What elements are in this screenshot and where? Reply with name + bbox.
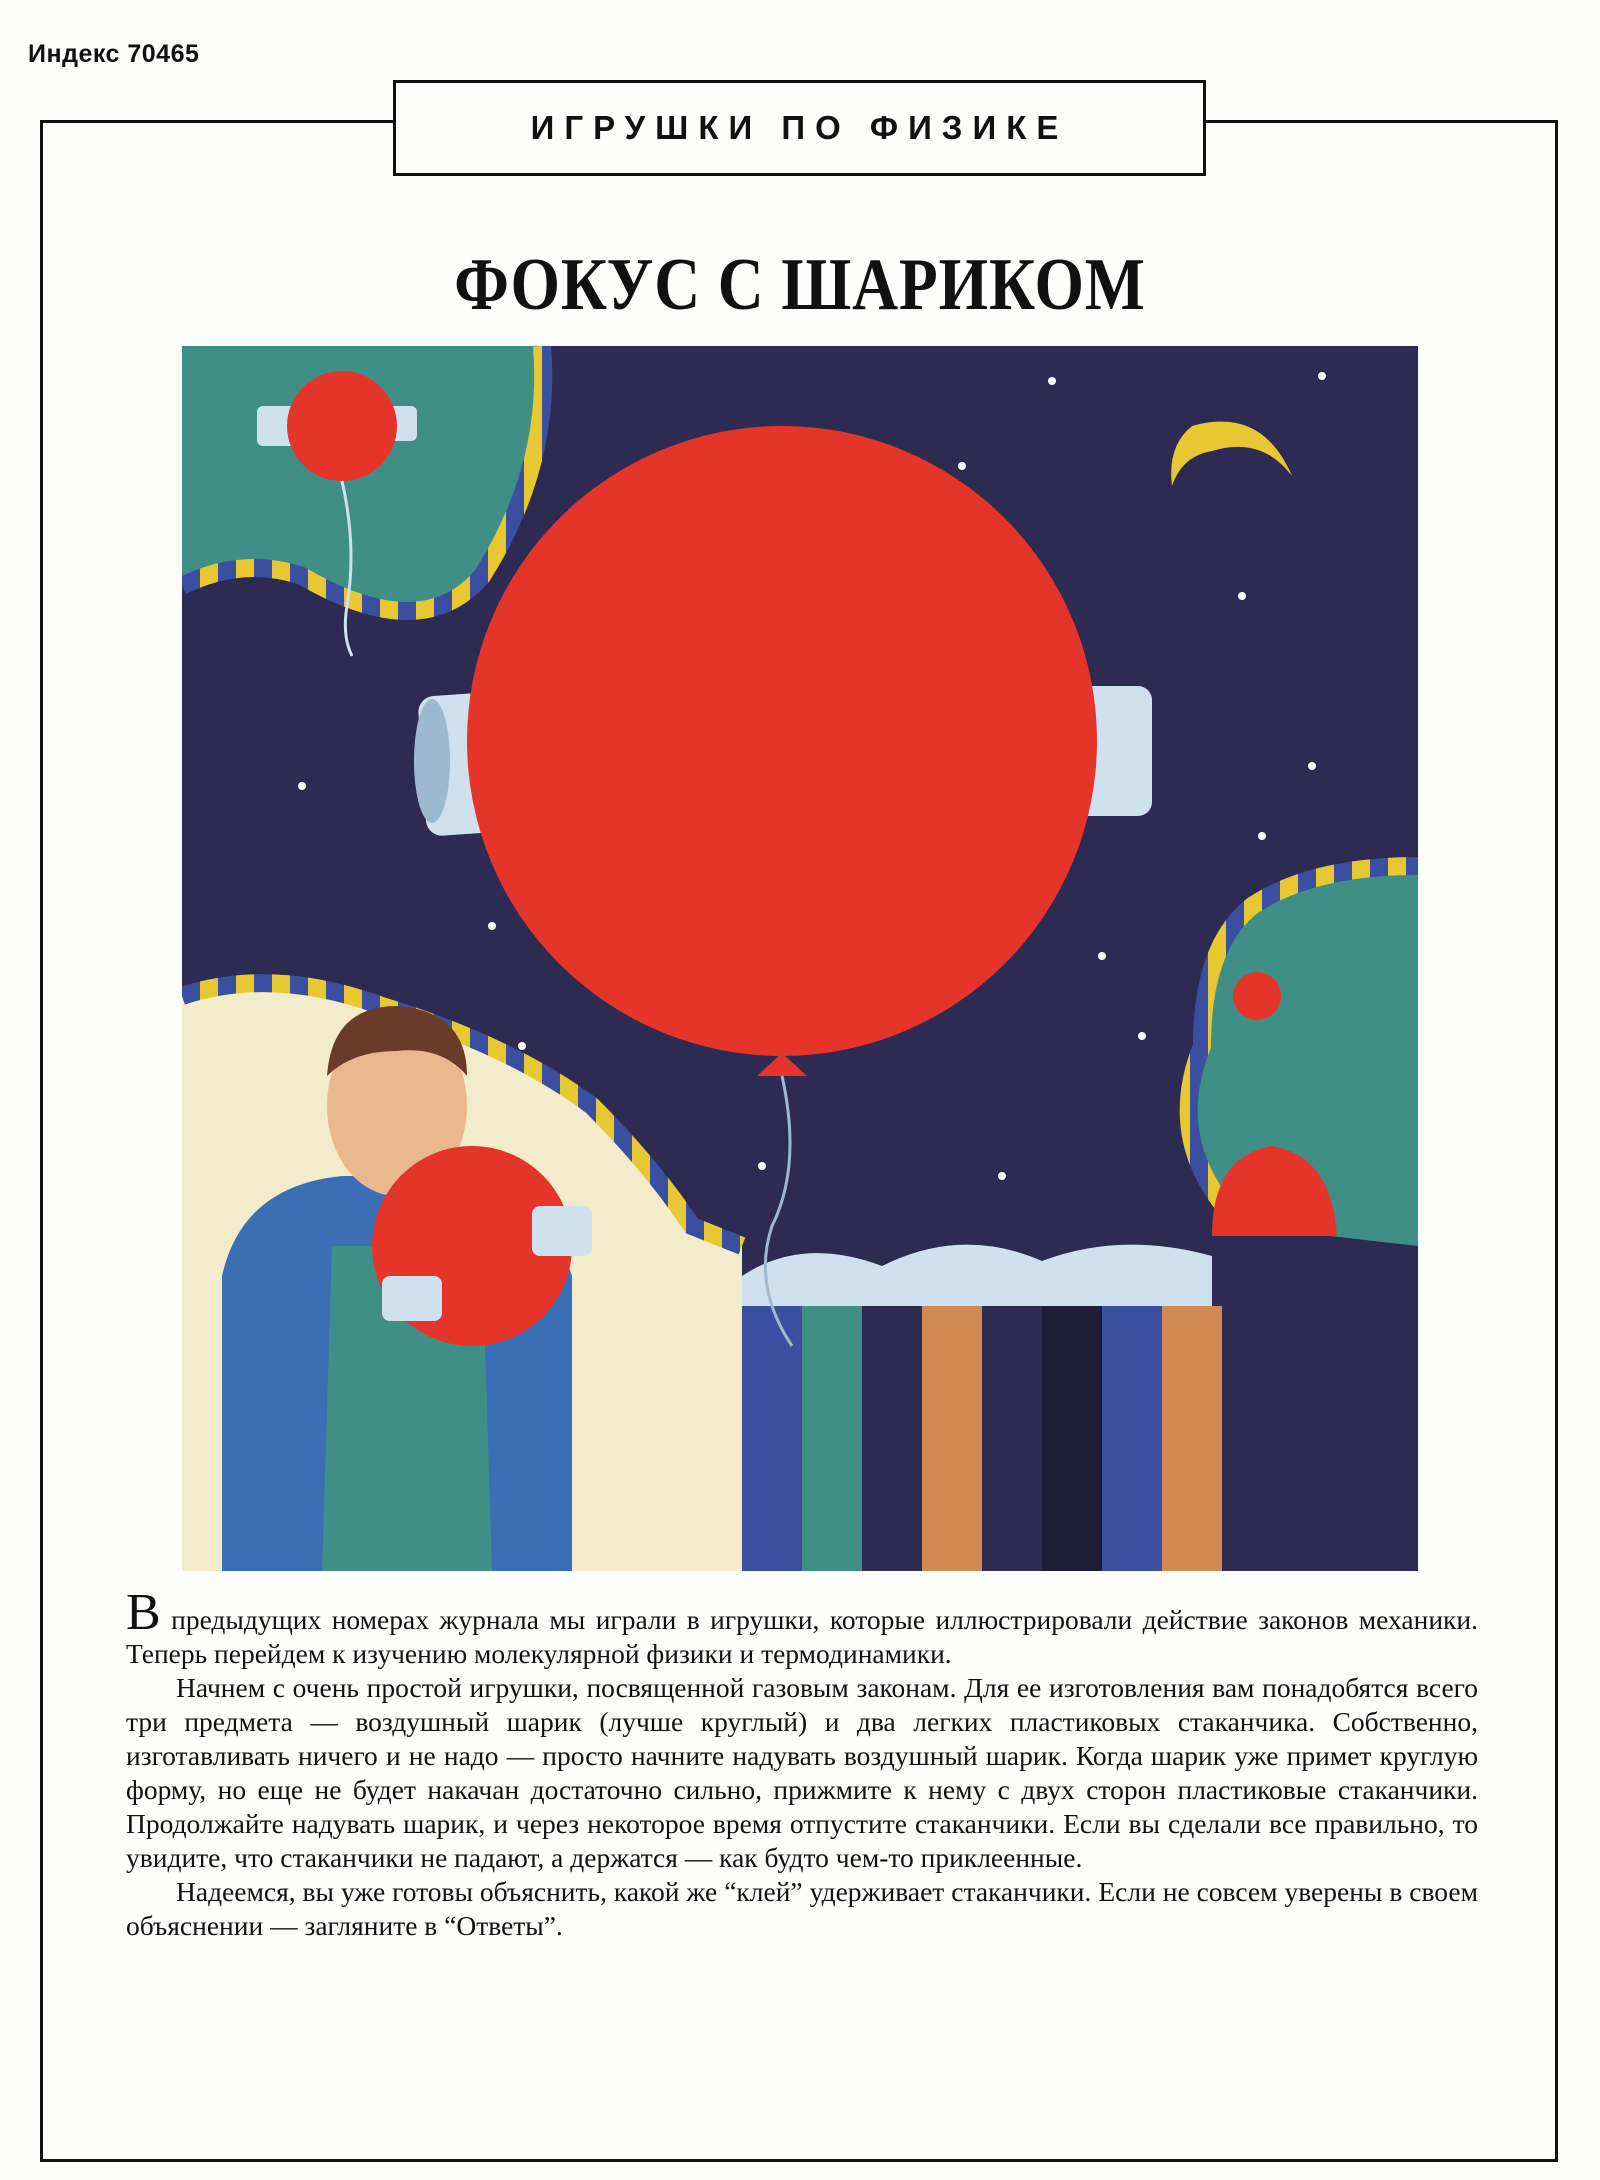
colored-stripes [742,1306,1222,1571]
snow-hills [742,1245,1212,1306]
drop-cap: В [126,1584,161,1641]
paragraph-2: Начнем с очень простой игрушки, посвященной газовым законам. Для ее изготовления вам понадобятся всего три предмета — воздушный шарик (лучше круглый) и два легких пластиковых стаканчика. Собственно, изготавливать ничего и не надо — просто начните надувать воздушный шарик. Когда шарик уже примет круглую форму, но еще не будет накачан достаточно сильно, прижмите к нему с двух сторон пластиковые стаканчики. Продолжайте надувать шарик, и через некоторое время отпустите стаканчики. Если вы сделали все правильно, то увидите, что стаканчики не падают, а держатся — как будто чем-то приклеенные. [126,1672,1478,1873]
rubric-title: ИГРУШКИ ПО ФИЗИКЕ [530,109,1069,146]
small-balloon-right [1233,972,1281,1020]
paragraph-3: Надеемся, вы уже готовы объяснить, какой же “клей” удерживает стаканчики. Если не совсем уверены в своем объяснении — загляните в “Ответы”. [126,1876,1478,1941]
rubric-box [393,80,1206,176]
article-title: ФОКУС С ШАРИКОМ [454,244,1146,326]
paragraph-1-text: предыдущих номерах журнала мы играли в игрушки, которые иллюстрировали действие законов механики. Теперь перейдем к изучению молекулярной физики и термодинамики. [126,1604,1478,1669]
article-body [126,1584,1478,1943]
illustration [182,346,1418,1571]
index-label: Индекс 70465 [28,40,200,68]
balloon-trick-illustration [182,346,1418,1571]
paragraph-1 [126,1584,1478,1671]
